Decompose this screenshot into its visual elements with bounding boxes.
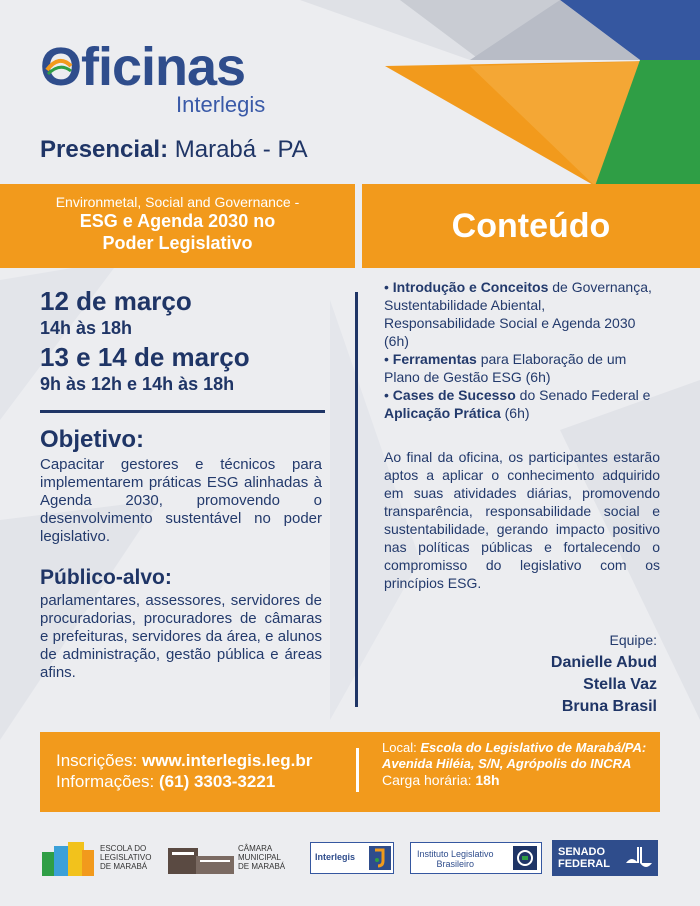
content-item: • Ferramentas para Elaboração de um Plano de Gestão ESG (6h) xyxy=(384,351,627,385)
info-phone: (61) 3303-3221 xyxy=(159,772,276,791)
content-title-band: Conteúdo xyxy=(362,184,700,268)
objetivo-text: Capacitar gestores e técnicos para implementarem práticas ESG alinhadas à Agenda 2030, promovendo o desenvolvimento sustentável no poder legislativo. xyxy=(40,456,322,545)
ilb-line: Brasileiro xyxy=(436,859,475,869)
team-member: Stella Vaz xyxy=(583,676,657,693)
publico-text: parlamentares, assessores, servidores de procuradorias, procuradores de câmaras e prefeituras, servidores da área, e alunos de administração, gestão pública e áreas afins. xyxy=(40,592,322,681)
content-item: • Introdução e Conceitos de Governança, Sustentabilidade Abiental, Responsabilidade Social e Agenda 2030 (6h) xyxy=(384,279,652,349)
objetivo-heading: Objetivo: xyxy=(40,426,145,453)
course-subtitle: Environmetal, Social and Governance - xyxy=(55,194,300,210)
content-item-bold: Aplicação Prática xyxy=(384,405,501,421)
time-1: 14h às 18h xyxy=(40,318,133,338)
interlegis-text: Interlegis xyxy=(315,852,356,862)
camara-line: DE MARABÁ xyxy=(238,862,286,871)
camara-building-icon xyxy=(168,842,234,876)
team-member: Danielle Abud xyxy=(550,654,657,671)
logo-subtitle: Interlegis xyxy=(176,92,266,117)
location-block xyxy=(382,740,652,788)
senado-dome-icon xyxy=(624,843,654,873)
course-title-band xyxy=(0,184,355,268)
carga-label: Carga horária: xyxy=(382,772,472,788)
camara-line: CÂMARA xyxy=(238,844,273,853)
date-2: 13 e 14 de março xyxy=(40,342,250,372)
presencial-place: Marabá - PA xyxy=(174,136,308,163)
content-list xyxy=(384,278,660,422)
interlegis-logo xyxy=(310,842,394,874)
senado-line: SENADO xyxy=(558,846,606,858)
camara-line: MUNICIPAL xyxy=(238,853,281,862)
inscricoes-label: Inscrições: xyxy=(56,751,138,770)
team-label: Equipe: xyxy=(609,632,657,648)
ilb-logo xyxy=(410,842,542,874)
partner-logos xyxy=(0,836,700,880)
senado-federal-logo xyxy=(552,840,658,876)
escola-line: DE MARABÁ xyxy=(100,862,148,871)
camara-marabá-logo xyxy=(168,836,300,880)
building-icon xyxy=(40,838,96,878)
content-item-text: do Senado Federal e xyxy=(515,387,651,403)
publico-heading: Público-alvo: xyxy=(40,566,172,589)
divider-vertical xyxy=(355,292,358,707)
contact-block xyxy=(56,750,312,792)
course-title-line2: Poder Legislativo xyxy=(102,233,253,253)
escola-line: ESCOLA DO xyxy=(100,844,147,853)
logo-swoosh-icon xyxy=(44,52,74,82)
presencial-label: Presencial: xyxy=(40,136,169,163)
content-item-bold: Introdução e Conceitos xyxy=(392,279,549,295)
local-label: Local: xyxy=(382,740,417,755)
divider-horizontal xyxy=(40,410,325,413)
local-value: Escola do Legislativo de Marabá/PA: Avenida Hiléia, S/N, Agrópolis do INCRA xyxy=(382,740,647,771)
team-member: Bruna Brasil xyxy=(561,698,657,715)
interlegis-icon xyxy=(369,846,391,870)
presencial-line xyxy=(40,136,308,164)
outcome-text: Ao final da oficina, os participantes estarão aptos a aplicar o conhecimento adquirido em suas atividades diárias, promovendo transparência, responsabilidade social e sustentabilidade, gerando impacto positivo nas políticas públicas e fortalecendo o compromisso do legislativo com os princípios ESG. xyxy=(384,449,660,591)
ilb-icon xyxy=(513,846,537,870)
content-item: • Cases de Sucesso do Senado Federal e Aplicação Prática (6h) xyxy=(384,387,651,421)
logo-word: Oficinas xyxy=(40,37,246,97)
footer-divider xyxy=(356,748,359,792)
date-1: 12 de março xyxy=(40,286,192,316)
content-item-bold: Ferramentas xyxy=(392,351,477,367)
escola-legislativo-logo xyxy=(40,836,160,880)
info-label: Informações: xyxy=(56,772,155,791)
escola-line: LEGISLATIVO xyxy=(100,853,152,862)
carga-value: 18h xyxy=(475,772,500,788)
inscricoes-link[interactable]: www.interlegis.leg.br xyxy=(141,751,313,770)
senado-line: FEDERAL xyxy=(558,858,610,870)
course-title-line1: ESG e Agenda 2030 no xyxy=(79,211,276,231)
content-item-bold: Cases de Sucesso xyxy=(392,387,516,403)
content-item-text: de Governança, Sustentabilidade Abiental, Responsabilidade Social e Agenda 2030 (6h) xyxy=(384,279,652,349)
ilb-line: Instituto Legislativo xyxy=(417,849,494,859)
time-2: 9h às 12h e 14h às 18h xyxy=(40,374,235,394)
content-item-text: para Elaboração de um Plano de Gestão ESG (6h) xyxy=(384,351,627,385)
content-item-text: (6h) xyxy=(500,405,530,421)
